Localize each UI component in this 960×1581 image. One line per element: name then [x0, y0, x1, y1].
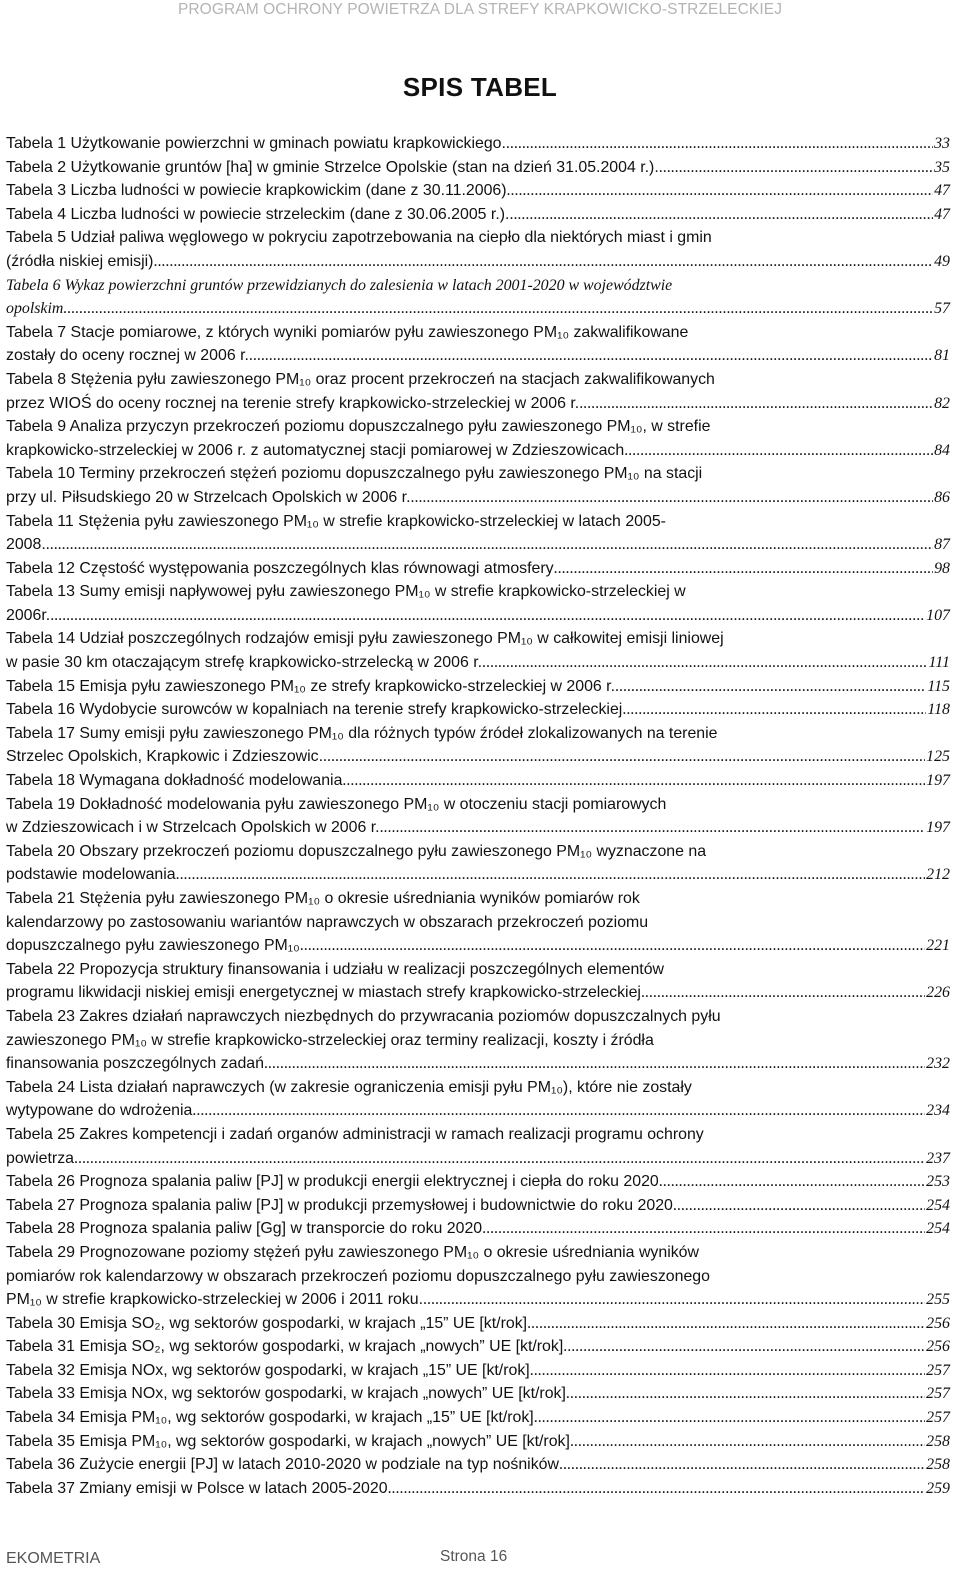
toc-entry-last-line: [6, 392, 950, 416]
toc-entry-last-line: [6, 1288, 950, 1312]
toc-entry-text: podstawie modelowania: [6, 866, 176, 884]
toc-entry-text: Tabela 37 Zmiany emisji w Polsce w latach 2005-2020: [6, 1479, 388, 1497]
page-number: 258: [926, 1432, 950, 1450]
toc-entry-last-line: [6, 1217, 950, 1241]
dot-leader: [249, 344, 933, 368]
dot-leader: [570, 1430, 925, 1454]
toc-entry-last-line: [6, 675, 950, 699]
toc-entry-text: programu likwidacji niskiej emisji energetycznej w miastach strefy krapkowicko-strzeleckiej: [6, 984, 641, 1002]
dot-leader: [579, 392, 933, 416]
dot-leader: [566, 1382, 925, 1406]
toc-entry-text: Tabela 16 Wydobycie surowców w kopalniach na terenie strefy krapkowicko-strzeleckiej: [6, 701, 623, 719]
toc-entry-line: Tabela 25 Zakres kompetencji i zadań organów administracji w ramach realizacji programu ochrony: [6, 1125, 704, 1143]
dot-leader: [264, 1052, 925, 1076]
toc-entry-text: krapkowicko-strzeleckiej w 2006 r. z automatycznej stacji pomiarowej w Zdzieszowicach: [6, 441, 625, 459]
page-number: 82: [934, 394, 950, 412]
page-number: 234: [926, 1102, 950, 1120]
dot-leader: [615, 675, 926, 699]
dot-leader: [192, 1099, 925, 1123]
toc-entry-line: Tabela 29 Prognozowane poziomy stężeń pyłu zawieszonego PM₁₀ o okresie uśredniania wyników: [6, 1243, 699, 1261]
toc-entry[interactable]: [6, 156, 950, 180]
toc-entry-text: Tabela 3 Liczba ludności w powiecie krapkowickim (dane z 30.11.2006): [6, 182, 507, 200]
toc-entry-text: Tabela 33 Emisja NOx, wg sektorów gospodarki, w krajach „nowych” UE [kt/rok]: [6, 1385, 566, 1403]
page-number: 256: [926, 1314, 950, 1332]
page-number: 197: [926, 772, 950, 790]
toc-entry-line: Tabela 10 Terminy przekroczeń stężeń poziomu dopuszczalnego pyłu zawieszonego PM₁₀ na stacji: [6, 465, 703, 483]
page-number: 259: [926, 1479, 950, 1497]
toc-entry-text: Tabela 35 Emisja PM₁₀, wg sektorów gospodarki, w krajach „nowych” UE [kt/rok]: [6, 1432, 570, 1450]
toc-entry-last-line: [6, 203, 950, 227]
toc-entry-last-line: [6, 250, 950, 274]
page-number: 256: [926, 1338, 950, 1356]
toc-entry[interactable]: [6, 1477, 950, 1501]
toc-entry-last-line: [6, 156, 950, 180]
toc-entry-line: Tabela 6 Wykaz powierzchni gruntów przewidzianych do zalesienia w latach 2001-2020 w województwie: [6, 276, 673, 294]
page-title: SPIS TABEL: [402, 72, 558, 102]
dot-leader: [50, 604, 925, 628]
page-number: 87: [934, 536, 950, 554]
toc-entry[interactable]: [6, 1241, 950, 1312]
toc-entry-text: opolskim: [6, 300, 64, 318]
dot-leader: [507, 179, 934, 203]
toc-entry-text: Tabela 30 Emisja SO₂, wg sektorów gospodarki, w krajach „15” UE [kt/rok]: [6, 1314, 528, 1332]
toc-entry-last-line: [6, 1477, 950, 1501]
dot-leader: [63, 297, 933, 321]
page-number: 84: [934, 441, 950, 459]
page-number: 118: [927, 701, 950, 719]
toc-entry[interactable]: [6, 321, 950, 368]
dot-leader: [659, 1170, 925, 1194]
toc-entry-line: Tabela 20 Obszary przekroczeń poziomu dopuszczalnego pyłu zawieszonego PM₁₀ wyznaczone na: [6, 842, 707, 860]
toc-entry-text: Tabela 28 Prognoza spalania paliw [Gg] w transporcie do roku 2020: [6, 1220, 483, 1238]
toc-entry[interactable]: [6, 226, 950, 273]
dot-leader: [176, 863, 926, 887]
toc-entry[interactable]: [6, 415, 950, 462]
page-number: 49: [934, 252, 950, 270]
toc-entry-line: Tabela 11 Stężenia pyłu zawieszonego PM₁₀ w strefie krapkowicko-strzeleckiej w latach 2005-: [6, 512, 666, 530]
dot-leader: [74, 1147, 925, 1171]
toc-entry[interactable]: [6, 1217, 950, 1241]
toc-entry-last-line: [6, 816, 950, 840]
dot-leader: [380, 816, 926, 840]
toc-entry[interactable]: [6, 675, 950, 699]
toc-entry-last-line: [6, 604, 950, 628]
toc-entry-line: Tabela 7 Stacje pomiarowe, z których wyniki pomiarów pyłu zawieszonego PM₁₀ zakwalifikowane: [6, 323, 689, 341]
toc-entry-text: Tabela 34 Emisja PM₁₀, wg sektorów gospodarki, w krajach „15” UE [kt/rok]: [6, 1409, 534, 1427]
toc-entry-last-line: [6, 651, 950, 675]
dot-leader: [534, 1406, 925, 1430]
toc-entry-last-line: [6, 1453, 950, 1477]
toc-entry[interactable]: [6, 557, 950, 581]
toc-entry[interactable]: [6, 958, 950, 1005]
toc-entry-line: Tabela 14 Udział poszczególnych rodzajów emisji pyłu zawieszonego PM₁₀ w całkowitej emisji liniowej: [6, 630, 724, 648]
page-number: 33: [934, 135, 950, 152]
page-number: 35: [934, 158, 950, 176]
page-number: 253: [926, 1173, 950, 1191]
footer-company: EKOMETRIA: [6, 1550, 101, 1567]
toc-entry-last-line: [6, 769, 950, 793]
toc-entry[interactable]: [6, 793, 950, 840]
toc-entry-last-line: [6, 1382, 950, 1406]
toc-entry[interactable]: [6, 1382, 950, 1406]
page-number: 57: [934, 300, 950, 318]
toc-entry-last-line: [6, 297, 950, 321]
toc-entry[interactable]: [6, 722, 950, 769]
toc-entry-line: Tabela 21 Stężenia pyłu zawieszonego PM₁₀ o okresie uśredniania wyników pomiarów rok: [6, 890, 640, 907]
toc-entry-last-line: [6, 1312, 950, 1336]
dot-leader: [323, 745, 925, 769]
toc-entry-last-line: [6, 179, 950, 203]
dot-leader: [509, 203, 933, 227]
dot-leader: [641, 981, 925, 1005]
dot-leader: [482, 1217, 925, 1241]
toc-entry-last-line: [6, 863, 950, 887]
dot-leader: [506, 132, 933, 156]
toc-entry[interactable]: [6, 887, 950, 958]
toc-entry[interactable]: [6, 368, 950, 415]
page-number: 254: [926, 1196, 950, 1214]
toc-entry-last-line: [6, 1170, 950, 1194]
toc-entry[interactable]: [6, 1430, 950, 1454]
dot-leader: [554, 557, 933, 581]
toc-entry-text: dopuszczalnego pyłu zawieszonego PM₁₀: [6, 937, 300, 955]
toc-entry-last-line: [6, 132, 950, 156]
toc-entry-line: Tabela 19 Dokładność modelowania pyłu zawieszonego PM₁₀ w otoczeniu stacji pomiarowych: [6, 795, 667, 813]
toc-entry-line: Tabela 13 Sumy emisji napływowej pyłu zawieszonego PM₁₀ w strefie krapkowicko-strzeleckiej w: [6, 583, 686, 601]
dot-leader: [673, 1194, 925, 1218]
toc-entry-text: Tabela 36 Zużycie energii [PJ] w latach 2010-2020 w podziale na typ nośników: [6, 1456, 559, 1474]
toc-entry-last-line: [6, 1430, 950, 1454]
toc-entry-text: wytypowane do wdrożenia: [6, 1102, 193, 1120]
toc-entry-text: 2006r.: [6, 606, 51, 624]
dot-leader: [482, 651, 927, 675]
toc-entry-last-line: [6, 557, 950, 581]
toc-entry-last-line: [6, 344, 950, 368]
dot-leader: [563, 1335, 925, 1359]
page-number: 258: [926, 1456, 950, 1474]
toc-entry[interactable]: [6, 1194, 950, 1218]
toc-entry-last-line: [6, 745, 950, 769]
dot-leader: [153, 250, 933, 274]
toc-entry-text: Tabela 26 Prognoza spalania paliw [PJ] w produkcji energii elektrycznej i ciepła do roku 2020: [6, 1173, 659, 1191]
toc-entry-last-line: [6, 981, 950, 1005]
toc-entry[interactable]: [6, 462, 950, 509]
toc-entry-text: Strzelec Opolskich, Krapkowic i Zdzieszowic.: [6, 748, 324, 766]
toc-entry-last-line: [6, 1099, 950, 1123]
toc-entry[interactable]: [6, 1335, 950, 1359]
toc-entry-text: Tabela 15 Emisja pyłu zawieszonego PM₁₀ ze strefy krapkowicko-strzeleckiej w 2006 r.: [6, 677, 615, 695]
toc-entry-last-line: [6, 934, 950, 958]
toc-entry-text: Tabela 1 Użytkowanie powierzchni w gminach powiatu krapkowickiego.: [6, 135, 506, 152]
toc-entry[interactable]: [6, 580, 950, 627]
toc-entry-line: Tabela 17 Sumy emisji pyłu zawieszonego PM₁₀ dla różnych typów źródeł zlokalizowanych na terenie: [6, 724, 718, 742]
toc-entry-last-line: [6, 1335, 950, 1359]
toc-entry-text: powietrza: [6, 1149, 75, 1167]
dot-leader: [624, 439, 933, 463]
page-number: 125: [926, 748, 950, 766]
page-number: 115: [927, 677, 950, 695]
toc-entry-text: Tabela 31 Emisja SO₂, wg sektorów gospodarki, w krajach „nowych” UE [kt/rok]: [6, 1338, 564, 1356]
page-number: 47: [934, 205, 950, 223]
toc-entry-last-line: [6, 1052, 950, 1076]
dot-leader: [46, 533, 933, 557]
page-number: 257: [926, 1409, 950, 1427]
dot-leader: [342, 769, 925, 793]
toc-entry-line: Tabela 22 Propozycja struktury finansowania i udziału w realizacji poszczególnych elementów: [6, 960, 665, 978]
toc-entry[interactable]: [6, 1406, 950, 1430]
page-number: 257: [926, 1361, 950, 1379]
toc-entry-text: Tabela 32 Emisja NOx, wg sektorów gospodarki, w krajach „15” UE [kt/rok]: [6, 1361, 530, 1379]
page-number: 221: [926, 937, 950, 955]
table-list: [6, 132, 950, 1500]
dot-leader: [559, 1453, 925, 1477]
toc-entry[interactable]: [6, 1170, 950, 1194]
page-number: 86: [934, 488, 950, 506]
toc-entry[interactable]: [6, 1453, 950, 1477]
dot-leader: [527, 1312, 925, 1336]
toc-entry[interactable]: [6, 840, 950, 887]
toc-entry-text: Tabela 27 Prognoza spalania paliw [PJ] w produkcji przemysłowej i budownictwie do roku 2020: [6, 1196, 673, 1214]
toc-entry-last-line: [6, 533, 950, 557]
toc-entry[interactable]: [6, 274, 950, 321]
dot-leader: [423, 1288, 925, 1312]
toc-entry-line: zawieszonego PM₁₀ w strefie krapkowicko-strzeleckiej oraz terminy realizacji, koszty i źródła: [6, 1031, 654, 1049]
page-number: 257: [926, 1385, 950, 1403]
toc-entry-last-line: [6, 1359, 950, 1383]
page-number: 197: [926, 819, 950, 837]
toc-entry-last-line: [6, 698, 950, 722]
toc-entry-text: Tabela 18 Wymagana dokładność modelowania: [6, 772, 343, 790]
toc-entry-last-line: [6, 439, 950, 463]
toc-entry-last-line: [6, 1147, 950, 1171]
toc-entry[interactable]: [6, 1005, 950, 1076]
toc-entry-line: Tabela 5 Udział paliwa węglowego w pokryciu zapotrzebowania na ciepło dla niektórych miast i gmin: [6, 229, 712, 247]
page-number: 255: [926, 1291, 950, 1309]
toc-entry[interactable]: [6, 769, 950, 793]
page-number: 212: [926, 866, 950, 884]
toc-entry[interactable]: [6, 203, 950, 227]
page-number: 254: [926, 1220, 950, 1238]
dot-leader: [622, 698, 926, 722]
dot-leader: [530, 1359, 925, 1383]
toc-entry[interactable]: [6, 132, 950, 156]
page-number: 232: [926, 1055, 950, 1073]
page-number: 226: [926, 984, 950, 1002]
toc-entry-last-line: [6, 486, 950, 510]
footer-page-number: Strona 16: [440, 1548, 508, 1565]
toc-entry-line: Tabela 24 Lista działań naprawczych (w zakresie ograniczenia emisji pyłu PM₁₀), które nie zostały: [6, 1078, 692, 1096]
toc-entry[interactable]: [6, 510, 950, 557]
toc-entry-text: 2008.: [6, 536, 46, 554]
toc-entry-text: Tabela 4 Liczba ludności w powiecie strzeleckim (dane z 30.06.2005 r.).: [6, 205, 510, 223]
toc-entry-text: finansowania poszczególnych zadań: [6, 1055, 264, 1073]
toc-entry-line: pomiarów rok kalendarzowy w obszarach przekroczeń poziomu dopuszczalnego pyłu zawieszonego: [6, 1267, 710, 1285]
toc-entry-last-line: [6, 1194, 950, 1218]
toc-entry-text: w pasie 30 km otaczającym strefę krapkowicko-strzelecką w 2006 r.: [6, 654, 483, 672]
toc-entry[interactable]: [6, 698, 950, 722]
page-number: 237: [926, 1149, 950, 1167]
toc-entry[interactable]: [6, 1359, 950, 1383]
toc-entry[interactable]: [6, 1076, 950, 1123]
toc-entry-line: kalendarzowy po zastosowaniu wariantów naprawczych w obszarach przekroczeń poziomu: [6, 913, 649, 931]
dot-leader: [300, 934, 925, 958]
toc-entry[interactable]: [6, 179, 950, 203]
page-number: 111: [928, 654, 950, 672]
toc-entry-line: Tabela 23 Zakres działań naprawczych niezbędnych do przywracania poziomów dopuszczalnych pyłu: [6, 1007, 721, 1025]
toc-entry-line: Tabela 9 Analiza przyczyn przekroczeń poziomu dopuszczalnego pyłu zawieszonego PM₁₀, w strefie: [6, 418, 711, 436]
toc-entry[interactable]: [6, 1312, 950, 1336]
toc-entry-line: Tabela 8 Stężenia pyłu zawieszonego PM₁₀ oraz procent przekroczeń na stacjach zakwalifikowanych: [6, 370, 715, 388]
dot-leader: [659, 156, 933, 180]
toc-entry-text: Tabela 12 Częstość występowania poszczególnych klas równowagi atmosfery: [6, 559, 554, 577]
toc-entry-text: zostały do oceny rocznej w 2006 r.: [6, 347, 249, 365]
toc-entry-text: PM₁₀ w strefie krapkowicko-strzeleckiej w 2006 i 2011 roku.: [6, 1291, 424, 1309]
toc-entry-text: przy ul. Piłsudskiego 20 w Strzelcach Opolskich w 2006 r.: [6, 488, 411, 506]
toc-entry-text: przez WIOŚ do oceny rocznej na terenie strefy krapkowicko-strzeleckiej w 2006 r.: [6, 394, 580, 412]
toc-entry-text: (źródła niskiej emisji): [6, 252, 154, 270]
toc-entry-text: Tabela 2 Użytkowanie gruntów [ha] w gminie Strzelce Opolskie (stan na dzień 31.05.2004 r.).: [6, 158, 659, 176]
toc-entry[interactable]: [6, 1123, 950, 1170]
page-number: 107: [926, 606, 950, 624]
running-header: PROGRAM OCHRONY POWIETRZA DLA STREFY KRAPKOWICKO-STRZELECKIEJ: [177, 1, 783, 18]
page-number: 81: [934, 347, 950, 365]
toc-entry[interactable]: [6, 627, 950, 674]
dot-leader: [411, 486, 934, 510]
page-number: 47: [934, 182, 950, 200]
dot-leader: [388, 1477, 926, 1501]
toc-entry-last-line: [6, 1406, 950, 1430]
toc-entry-text: w Zdzieszowicach i w Strzelcach Opolskich w 2006 r.: [6, 819, 380, 837]
page-number: 98: [934, 559, 950, 577]
